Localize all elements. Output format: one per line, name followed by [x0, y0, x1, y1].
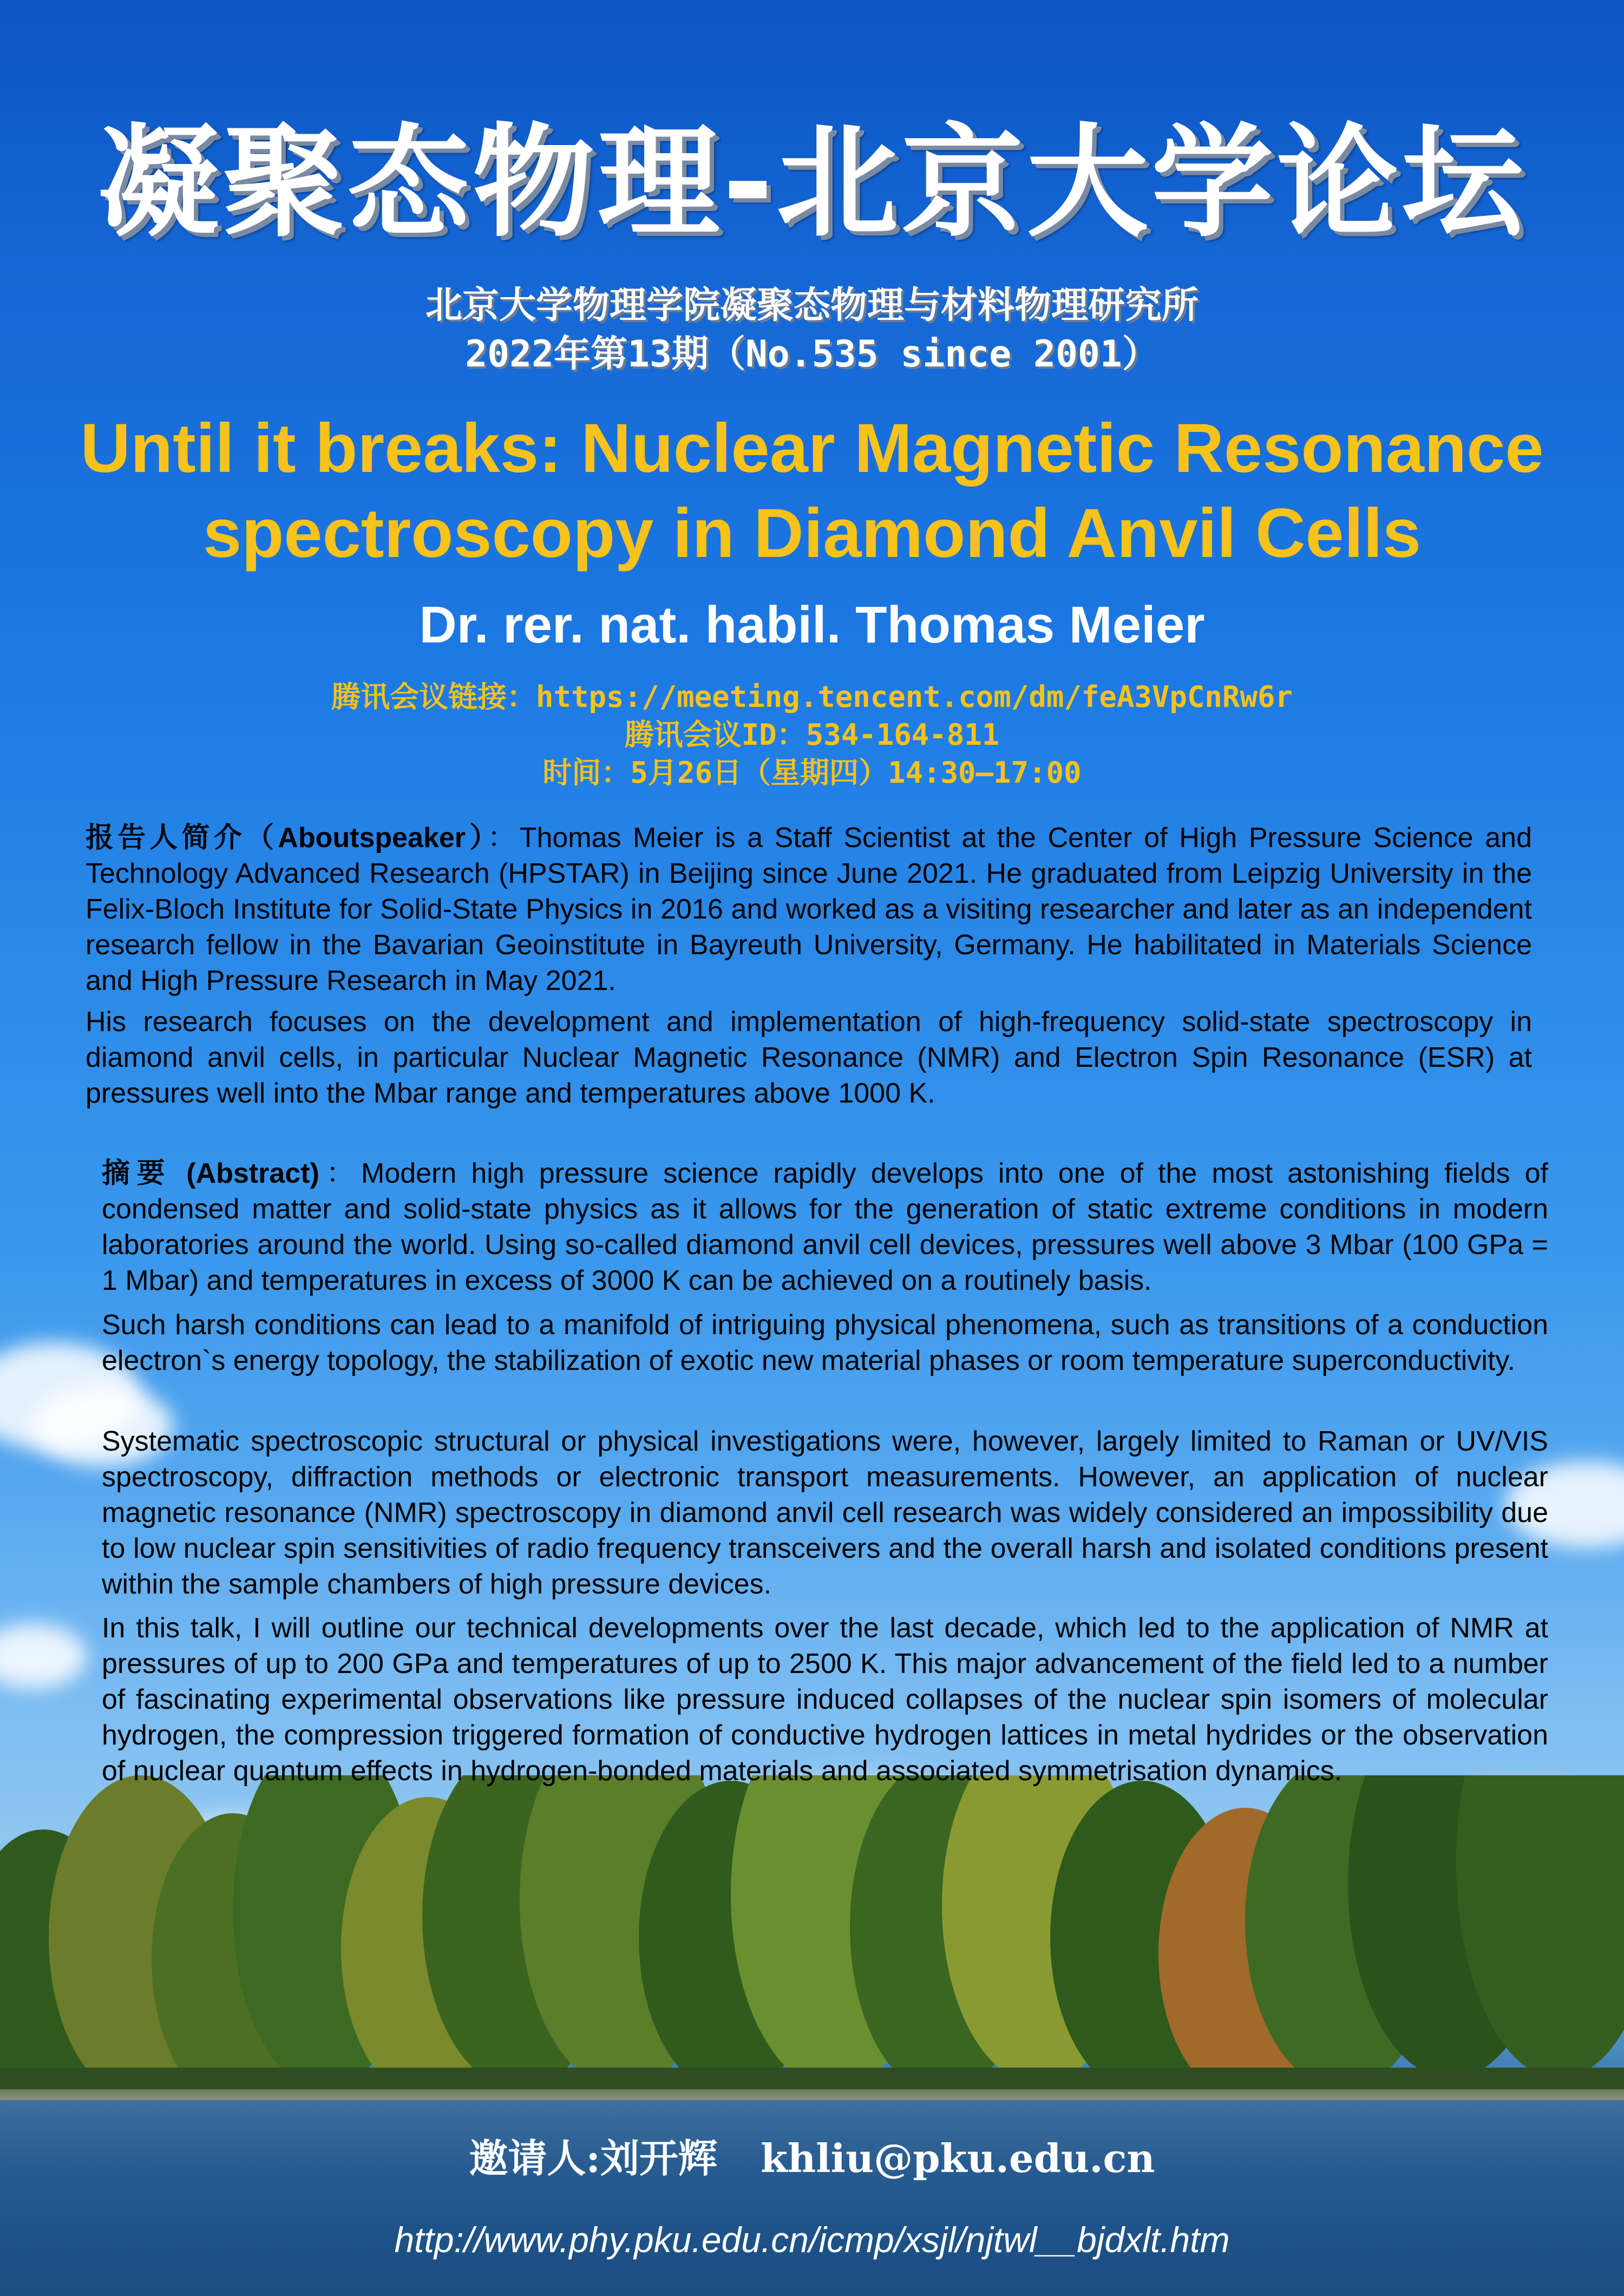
tree-line-illustration [0, 1775, 1624, 2111]
speaker-bio-paragraph-2: His research focuses on the development and implementation of high-frequency solid-state spectroscopy in diamond anvil cells, in particular Nuclear Magnetic Resonance (NMR) and Electron Spin Resonance (ESR) at pressures well into the Mbar range and temperatures above 1000 K. [86, 1006, 1532, 1109]
forum-title: 凝聚态物理-北京大学论坛 [97, 112, 1527, 254]
time-label: 时间： [542, 756, 631, 790]
meeting-id-value: 534-164-811 [806, 718, 1000, 752]
time-value: 5月26日（星期四）14:30—17:00 [630, 756, 1082, 790]
abstract-paragraph-1 [102, 1156, 1548, 1298]
abstract-paragraph-2: Such harsh conditions can lead to a manifold of intriguing physical phenomena, such as transitions of a conduction electron`s energy topology, the stabilization of exotic new material phases or room temperature superconductivity. [102, 1309, 1548, 1376]
abstract-text-1: ：Modern high pressure science rapidly develops into one of the most astonishing fields of condensed matter and solid-state physics as it allows for the generation of static extreme conditions in modern laboratories around the world. Using so-called diamond anvil cell devices, pressures well above 3 Mbar (100 GPa = 1 Mbar) and temperatures in excess of 3000 K can be achieved on a routinely basis. [102, 1158, 1548, 1296]
meeting-time-line [0, 750, 1624, 791]
about-speaker-heading: 报告人简介（Aboutspeaker） [86, 822, 488, 854]
forum-website-link[interactable]: http://www.phy.pku.edu.cn/icmp/xsjl/njtwl__bjdxlt.htm [394, 2220, 1230, 2260]
speaker-bio-text-1: ：Thomas Meier is a Staff Scientist at the Center of High Pressure Science and Technology Advanced Research (HPSTAR) in Beijing since June 2021. He graduated from Leipzig University in the Felix-Bloch Institute for Solid-State Physics in 2016 and worked as a visiting researcher and later as an independent research fellow in the Bavarian Geoinstitute in Bayreuth University, Germany. He habilitated in Materials Science and High Pressure Research in May 2021. [86, 822, 1532, 996]
abstract-heading: 摘要 (Abstract) [102, 1158, 319, 1189]
inviter-label: 邀请人:刘开辉 [469, 2135, 717, 2181]
speaker-name: Dr. rer. nat. habil. Thomas Meier [419, 596, 1205, 654]
abstract-paragraph-3: Systematic spectroscopic structural or physical investigations were, however, largely limited to Raman or UV/VIS spectroscopy, diffraction methods or electronic transport measurements. However, an application of nuclear magnetic resonance (NMR) spectroscopy in diamond anvil cell research was widely considered an impossibility due to low nuclear spin sensitivities of radio frequency transceivers and the overall harsh and isolated conditions present within the sample chambers of high pressure devices. [102, 1426, 1548, 1600]
issue-number: 2022年第13期（No.535 since 2001） [465, 333, 1159, 376]
meeting-link-url[interactable]: https://meeting.tencent.com/dm/feA3VpCnRw6r [536, 680, 1293, 714]
inviter-line [0, 2127, 1624, 2183]
meeting-id-line [0, 712, 1624, 753]
inviter-email[interactable]: khliu@pku.edu.cn [760, 2135, 1155, 2181]
meeting-link-line [0, 674, 1624, 716]
abstract-paragraph-4: In this talk, I will outline our technical developments over the last decade, which led to the application of NMR at pressures of up to 200 GPa and temperatures of up to 2500 K. This major advancement of the field led to a number of fascinating experimental observations like pressure induced collapses of the nuclear spin isomers of molecular hydrogen, the compression triggered formation of conductive hydrogen lattices in metal hydrides or the observation of nuclear quantum effects in hydrogen-bonded materials and associated symmetrisation dynamics. [102, 1612, 1548, 1787]
meeting-id-label: 腾讯会议ID： [624, 718, 806, 752]
meeting-link-label: 腾讯会议链接： [331, 680, 536, 714]
talk-title-line-2: spectroscopy in Diamond Anvil Cells [203, 495, 1421, 572]
institute-name: 北京大学物理学院凝聚态物理与材料物理研究所 [425, 284, 1199, 327]
talk-title-line-1: Until it breaks: Nuclear Magnetic Resonance [80, 410, 1544, 487]
speaker-bio-paragraph-1 [86, 820, 1532, 999]
